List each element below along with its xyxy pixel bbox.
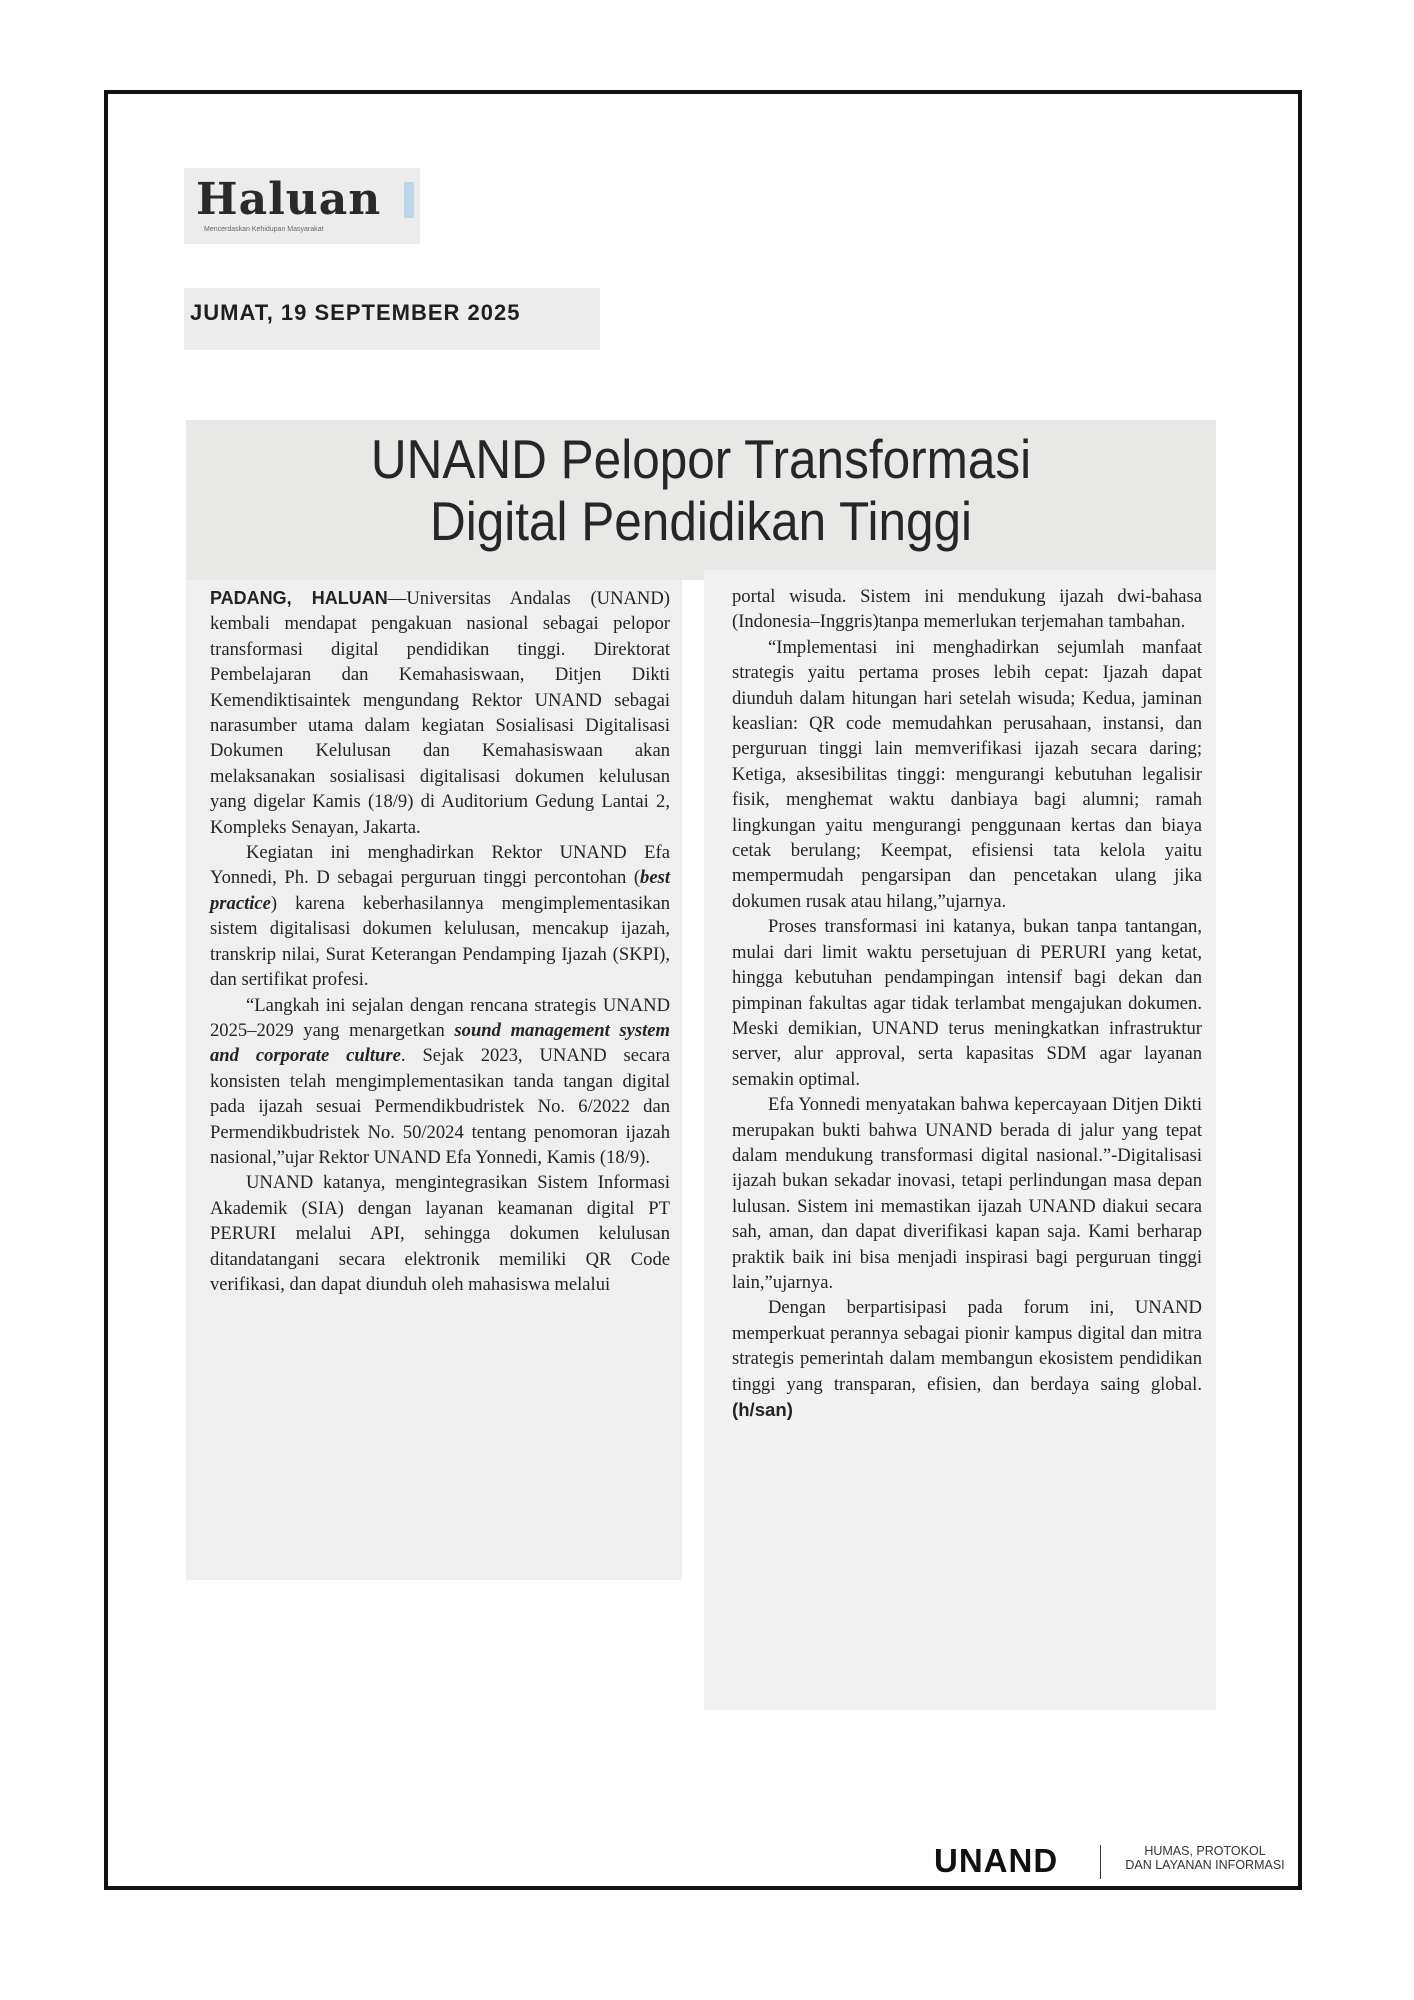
headline-line-2: Digital Pendidikan Tinggi <box>429 490 973 552</box>
footer-unit-name <box>1106 1844 1304 1872</box>
article-column-right <box>704 570 1216 1710</box>
publication-date: JUMAT, 19 SEPTEMBER 2025 <box>190 300 521 325</box>
paragraph-8: Efa Yonnedi menyatakan bahwa kepercayaan Ditjen Dikti merupakan bukti bahwa UNAND berada di jalur yang tepat dalam mendukung transformasi digital nasional.”-Digitalisasi ijazah bukan sekadar inovasi, tetapi perlindungan masa depan lulusan. Sistem ini memastikan ijazah UNAND diakui secara sah, aman, dan dapat diverifikasi kapan saja. Kami berharap praktik baik ini bisa menjadi inspirasi bagi perguruan tinggi lain,”ujarnya. <box>732 1094 1202 1293</box>
paragraph-3-text-b: . Sejak 2023, UNAND secara konsisten telah mengimplementasikan tanda tangan digital pada ijazah sesuai Permendikbudristek No. 6/2022 dan Permendikbudristek No. 50/2024 tentang penomoran ijazah nasional,”ujar Rektor UNAND Efa Yonnedi, Kamis (18/9). <box>210 1045 670 1168</box>
paragraph-5: portal wisuda. Sistem ini mendukung ijazah dwi-bahasa (Indonesia–Inggris)tanpa memerlukan terjemahan tambahan. <box>732 586 1202 633</box>
paragraph-4: UNAND katanya, mengintegrasikan Sistem Informasi Akademik (SIA) dengan layanan keamanan digital PT PERURI melalui API, sehingga dokumen kelulusan ditandatangani secara elektronik memiliki QR Code verifikasi, dan dapat diunduh oleh mahasiswa melalui <box>210 1172 670 1295</box>
paragraph-2-text-b: ) karena keberhasilannya mengimplementasikan sistem digitalisasi dokumen kelulusan, mencakup ijazah, transkrip nilai, Surat Keterangan Pendamping Ijazah (SKPI), dan sertifikat profesi. <box>210 892 670 991</box>
article-column-left <box>186 580 682 1580</box>
paragraph-7: Proses transformasi ini katanya, bukan tanpa tantangan, mulai dari limit waktu persetujuan di PERURI yang ketat, hingga kebutuhan pendampingan intensif bagi dekan dan pimpinan fakultas agar tidak terlambat mengajukan dokumen. Meski demikian, UNAND terus meningkatkan infrastruktur server, alur approval, serta kapasitas SDM agar layanan semakin optimal. <box>732 916 1202 1090</box>
headline-line-1: UNAND Pelopor Transformasi <box>370 428 1032 490</box>
paragraph-3-emphasis: sound management system and corporate culture <box>210 1019 670 1067</box>
newspaper-masthead <box>184 168 420 244</box>
paragraph-2-emphasis: best practice <box>210 867 670 914</box>
footer-unit-line-1: HUMAS, PROTOKOL <box>1144 1844 1266 1858</box>
headline-area <box>186 420 1216 580</box>
footer-unit-line-2: DAN LAYANAN INFORMASI <box>1125 1858 1285 1872</box>
article-clipping <box>186 420 1216 1710</box>
dateline: PADANG, HALUAN <box>210 588 388 608</box>
paragraph-1-text: —Universitas Andalas (UNAND) kembali mendapat pengakuan nasional sebagai pelopor transformasi digital pendidikan tinggi. Direktorat Pembelajaran dan Kemahasiswaan, Ditjen Dikti Kemendiktisaintek mengundang Rektor UNAND sebagai narasumber utama dalam kegiatan Sosialisasi Digitalisasi Dokumen Kelulusan dan Kemahasiswaan akan melaksanakan sosialisasi digitalisasi dokumen kelulusan yang digelar Kamis (18/9) di Auditorium Gedung Lantai 2, Kompleks Senayan, Jakarta. <box>210 588 670 838</box>
paragraph-6: “Implementasi ini menghadirkan sejumlah manfaat strategis yaitu pertama proses lebih cepat: Ijazah dapat diunduh dalam hitungan hari setelah wisuda; Kedua, jaminan keaslian: QR code memudahkan perusahaan, instansi, dan perguruan tinggi lain memverifikasi ijazah secara daring; Ketiga, aksesibilitas tinggi: mengurangi kebutuhan legalisir fisik, menghemat waktu danbiaya bagi alumni; ramah lingkungan yaitu mengurangi penggunaan kertas dan biaya cetak berulang; Keempat, efisiensi tata kelola yaitu mempermudah pengarsipan dan pencetakan ulang jika dokumen rusak atau hilang,”ujarnya. <box>732 636 1202 912</box>
paragraph-9 <box>732 1295 1202 1423</box>
footer-divider <box>1100 1845 1101 1879</box>
paragraph-3-text-a: “Langkah ini sejalan dengan rencana strategis UNAND 2025–2029 yang menargetkan <box>210 994 670 1041</box>
masthead-accent-bar <box>404 182 414 218</box>
date-clipping <box>184 288 600 350</box>
byline: (h/san) <box>732 1399 793 1420</box>
paragraph-1 <box>210 586 670 840</box>
paragraph-9-text: Dengan berpartisipasi pada forum ini, UNAND memperkuat perannya sebagai pionir kampus digital dan mitra strategis pemerintah dalam membangun ekosistem pendidikan tinggi yang transparan, efisien, dan berdaya saing global. <box>732 1297 1202 1395</box>
article-headline <box>238 428 1165 552</box>
paragraph-2 <box>210 840 670 992</box>
newspaper-tagline: Mencerdaskan Kehidupan Masyarakat <box>204 226 324 233</box>
newspaper-logo: Haluan <box>196 174 382 225</box>
paragraph-2-text-a: Kegiatan ini menghadirkan Rektor UNAND Efa Yonnedi, Ph. D sebagai perguruan tinggi percontohan ( <box>210 842 670 889</box>
unand-footer-logo: UNAND <box>934 1842 1059 1879</box>
paragraph-3 <box>210 993 670 1171</box>
